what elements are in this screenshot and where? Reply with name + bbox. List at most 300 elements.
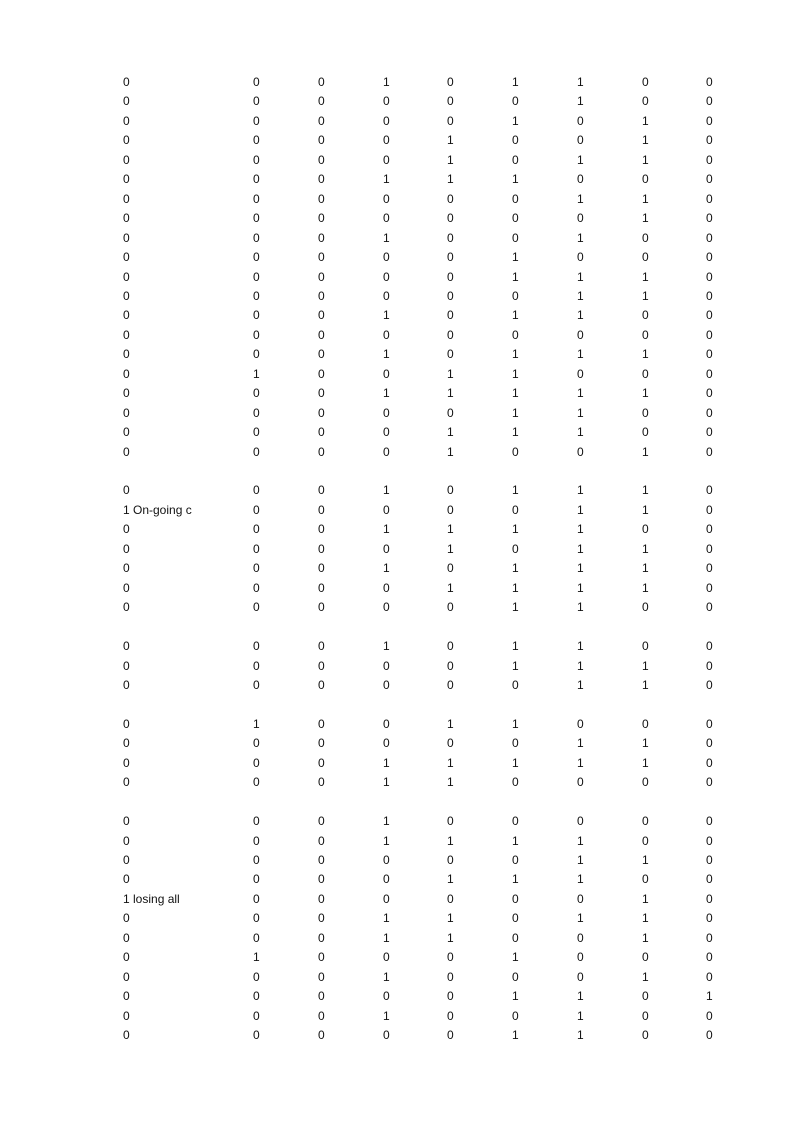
table-cell: 1	[577, 522, 584, 537]
table-cell: 0	[253, 386, 260, 401]
table-cell: 0	[577, 814, 584, 829]
table-cell: 1	[512, 386, 519, 401]
table-cell: 0	[253, 600, 260, 615]
table-cell: 0	[706, 152, 713, 167]
table-cell: 0	[706, 113, 713, 128]
table-cell: 1	[577, 425, 584, 440]
table-row	[0, 112, 800, 132]
table-cell: 1	[383, 561, 390, 576]
table-cell: 0	[383, 444, 390, 459]
table-cell: 0	[253, 541, 260, 556]
table-row	[0, 481, 800, 501]
table-cell: 0	[706, 833, 713, 848]
table-cell: 0	[577, 950, 584, 965]
table-cell: 1	[512, 989, 519, 1004]
row-first-cell: 0	[123, 347, 130, 362]
table-cell: 0	[706, 561, 713, 576]
table-cell: 1	[642, 677, 649, 692]
table-cell: 0	[318, 211, 325, 226]
table-cell: 1	[383, 386, 390, 401]
table-cell: 0	[318, 191, 325, 206]
table-cell: 0	[512, 969, 519, 984]
table-cell: 1	[577, 736, 584, 751]
row-first-cell: 1 On-going c	[123, 502, 192, 517]
table-cell: 0	[642, 950, 649, 965]
table-cell: 0	[383, 1028, 390, 1043]
table-cell: 1	[642, 561, 649, 576]
table-cell: 0	[447, 1028, 454, 1043]
table-cell: 1	[577, 639, 584, 654]
table-cell: 1	[512, 269, 519, 284]
row-first-cell: 0	[123, 191, 130, 206]
table-cell: 0	[642, 600, 649, 615]
row-first-cell: 1 losing all	[123, 891, 180, 906]
table-cell: 0	[253, 775, 260, 790]
table-cell: 0	[318, 250, 325, 265]
table-cell: 1	[577, 386, 584, 401]
table-cell: 1	[512, 483, 519, 498]
table-cell: 0	[318, 347, 325, 362]
table-cell: 0	[383, 891, 390, 906]
table-cell: 0	[318, 930, 325, 945]
table-cell: 0	[642, 1028, 649, 1043]
table-row	[0, 929, 800, 949]
table-cell: 0	[318, 483, 325, 498]
table-cell: 0	[577, 775, 584, 790]
table-cell: 0	[706, 347, 713, 362]
table-cell: 0	[318, 386, 325, 401]
table-cell: 1	[642, 483, 649, 498]
table-cell: 1	[642, 969, 649, 984]
table-cell: 0	[383, 736, 390, 751]
table-cell: 1	[577, 288, 584, 303]
table-row	[0, 209, 800, 229]
row-first-cell: 0	[123, 814, 130, 829]
table-cell: 1	[642, 288, 649, 303]
table-cell: 0	[706, 308, 713, 323]
table-cell: 0	[512, 1008, 519, 1023]
table-cell: 0	[318, 405, 325, 420]
table-cell: 0	[447, 677, 454, 692]
row-first-cell: 0	[123, 269, 130, 284]
table-cell: 1	[577, 580, 584, 595]
table-cell: 0	[383, 327, 390, 342]
table-cell: 0	[706, 755, 713, 770]
table-cell: 0	[383, 288, 390, 303]
table-cell: 0	[253, 561, 260, 576]
row-first-cell: 0	[123, 288, 130, 303]
table-cell: 0	[642, 872, 649, 887]
table-cell: 0	[512, 211, 519, 226]
table-cell: 0	[318, 969, 325, 984]
table-cell: 0	[318, 502, 325, 517]
table-cell: 0	[383, 211, 390, 226]
table-cell: 0	[577, 891, 584, 906]
table-cell: 0	[512, 677, 519, 692]
table-row	[0, 520, 800, 540]
table-cell: 0	[447, 989, 454, 1004]
table-row	[0, 637, 800, 657]
table-row	[0, 384, 800, 404]
table-cell: 1	[253, 716, 260, 731]
table-row	[0, 170, 800, 190]
row-first-cell: 0	[123, 833, 130, 848]
table-cell: 0	[447, 891, 454, 906]
table-cell: 0	[447, 658, 454, 673]
table-cell: 0	[447, 211, 454, 226]
table-cell: 0	[447, 347, 454, 362]
table-cell: 0	[706, 425, 713, 440]
table-row	[0, 326, 800, 346]
table-cell: 1	[512, 250, 519, 265]
table-cell: 0	[577, 716, 584, 731]
table-cell: 0	[706, 75, 713, 89]
table-cell: 0	[642, 1008, 649, 1023]
row-first-cell: 0	[123, 152, 130, 167]
table-cell: 0	[253, 133, 260, 148]
table-cell: 0	[642, 814, 649, 829]
table-cell: 0	[318, 639, 325, 654]
table-cell: 1	[512, 600, 519, 615]
table-row	[0, 365, 800, 385]
row-first-cell: 0	[123, 405, 130, 420]
table-row	[0, 948, 800, 968]
table-cell: 0	[318, 152, 325, 167]
table-cell: 0	[512, 541, 519, 556]
row-first-cell: 0	[123, 172, 130, 187]
table-row	[0, 248, 800, 268]
table-cell: 1	[577, 755, 584, 770]
table-cell: 0	[512, 444, 519, 459]
table-cell: 0	[253, 872, 260, 887]
table-cell: 1	[512, 950, 519, 965]
table-cell: 0	[253, 969, 260, 984]
table-cell: 0	[447, 483, 454, 498]
table-cell: 0	[318, 230, 325, 245]
table-cell: 0	[318, 308, 325, 323]
table-cell: 0	[318, 541, 325, 556]
table-cell: 0	[706, 950, 713, 965]
table-cell: 1	[447, 775, 454, 790]
table-cell: 1	[642, 911, 649, 926]
table-cell: 0	[447, 969, 454, 984]
table-row	[0, 501, 800, 521]
table-cell: 0	[642, 425, 649, 440]
table-cell: 0	[253, 1008, 260, 1023]
table-cell: 0	[318, 755, 325, 770]
row-first-cell: 0	[123, 113, 130, 128]
table-cell: 1	[383, 775, 390, 790]
table-cell: 1	[512, 366, 519, 381]
table-cell: 1	[512, 833, 519, 848]
table-cell: 1	[642, 347, 649, 362]
table-cell: 0	[253, 75, 260, 89]
row-first-cell: 0	[123, 250, 130, 265]
table-cell: 1	[512, 347, 519, 362]
table-cell: 0	[253, 658, 260, 673]
table-cell: 0	[447, 113, 454, 128]
table-cell: 0	[253, 347, 260, 362]
table-cell: 0	[642, 327, 649, 342]
table-cell: 0	[318, 658, 325, 673]
table-cell: 0	[253, 639, 260, 654]
table-cell: 1	[577, 600, 584, 615]
table-cell: 1	[512, 113, 519, 128]
table-cell: 1	[383, 969, 390, 984]
row-first-cell: 0	[123, 133, 130, 148]
table-cell: 1	[253, 366, 260, 381]
table-cell: 1	[512, 522, 519, 537]
table-cell: 1	[577, 191, 584, 206]
table-cell: 0	[253, 522, 260, 537]
table-cell: 0	[512, 814, 519, 829]
table-cell: 1	[253, 950, 260, 965]
table-cell: 0	[577, 366, 584, 381]
table-cell: 0	[447, 327, 454, 342]
table-cell: 1	[577, 152, 584, 167]
table-cell: 0	[642, 308, 649, 323]
table-cell: 1	[447, 580, 454, 595]
table-cell: 0	[447, 1008, 454, 1023]
row-first-cell: 0	[123, 483, 130, 498]
table-cell: 0	[706, 386, 713, 401]
table-cell: 0	[383, 133, 390, 148]
table-cell: 1	[642, 580, 649, 595]
table-cell: 0	[706, 736, 713, 751]
table-row	[0, 268, 800, 288]
table-cell: 1	[383, 347, 390, 362]
table-row	[0, 870, 800, 890]
table-cell: 0	[642, 172, 649, 187]
table-cell: 0	[253, 152, 260, 167]
table-cell: 0	[253, 94, 260, 109]
row-first-cell: 0	[123, 736, 130, 751]
table-cell: 0	[512, 502, 519, 517]
table-cell: 0	[706, 814, 713, 829]
table-row	[0, 598, 800, 618]
table-cell: 0	[318, 444, 325, 459]
table-cell: 1	[512, 172, 519, 187]
table-cell: 0	[253, 230, 260, 245]
table-cell: 1	[577, 833, 584, 848]
table-cell: 0	[706, 872, 713, 887]
table-cell: 1	[642, 444, 649, 459]
table-cell: 0	[512, 736, 519, 751]
table-cell: 0	[318, 269, 325, 284]
table-cell: 1	[577, 561, 584, 576]
table-cell: 0	[577, 969, 584, 984]
table-cell: 1	[447, 522, 454, 537]
table-cell: 0	[642, 522, 649, 537]
table-cell: 1	[512, 405, 519, 420]
table-row	[0, 345, 800, 365]
row-first-cell: 0	[123, 386, 130, 401]
table-cell: 1	[577, 94, 584, 109]
table-row	[0, 832, 800, 852]
table-cell: 1	[642, 152, 649, 167]
table-cell: 1	[447, 930, 454, 945]
table-cell: 1	[577, 541, 584, 556]
row-first-cell: 0	[123, 677, 130, 692]
table-cell: 0	[253, 930, 260, 945]
table-cell: 0	[706, 191, 713, 206]
table-cell: 0	[318, 366, 325, 381]
table-row	[0, 73, 800, 93]
table-cell: 1	[512, 639, 519, 654]
table-cell: 0	[253, 191, 260, 206]
table-row	[0, 968, 800, 988]
table-cell: 1	[447, 872, 454, 887]
table-cell: 0	[706, 250, 713, 265]
table-cell: 1	[447, 366, 454, 381]
table-cell: 1	[512, 1028, 519, 1043]
table-cell: 1	[383, 930, 390, 945]
table-cell: 1	[577, 872, 584, 887]
table-cell: 1	[706, 989, 713, 1004]
table-cell: 0	[383, 250, 390, 265]
table-row	[0, 1007, 800, 1027]
row-first-cell: 0	[123, 639, 130, 654]
table-cell: 0	[706, 1008, 713, 1023]
table-cell: 1	[447, 716, 454, 731]
table-cell: 0	[706, 541, 713, 556]
table-cell: 0	[447, 269, 454, 284]
table-cell: 0	[577, 211, 584, 226]
table-cell: 1	[383, 308, 390, 323]
table-cell: 0	[706, 327, 713, 342]
table-row	[0, 657, 800, 677]
table-cell: 0	[318, 522, 325, 537]
table-cell: 0	[706, 677, 713, 692]
table-cell: 0	[253, 288, 260, 303]
table-cell: 0	[318, 950, 325, 965]
table-cell: 0	[706, 133, 713, 148]
table-cell: 0	[253, 444, 260, 459]
table-cell: 1	[642, 541, 649, 556]
table-cell: 0	[318, 872, 325, 887]
table-cell: 0	[642, 94, 649, 109]
table-row	[0, 773, 800, 793]
table-row	[0, 443, 800, 463]
table-cell: 1	[512, 580, 519, 595]
table-cell: 1	[383, 814, 390, 829]
table-cell: 0	[706, 658, 713, 673]
table-cell: 1	[383, 639, 390, 654]
table-cell: 0	[253, 755, 260, 770]
row-first-cell: 0	[123, 580, 130, 595]
table-row	[0, 404, 800, 424]
table-cell: 0	[318, 716, 325, 731]
table-row	[0, 1026, 800, 1046]
table-cell: 0	[447, 561, 454, 576]
table-row	[0, 909, 800, 929]
table-cell: 0	[706, 502, 713, 517]
table-row	[0, 151, 800, 171]
table-cell: 1	[512, 308, 519, 323]
table-cell: 0	[318, 600, 325, 615]
row-first-cell: 0	[123, 94, 130, 109]
table-cell: 1	[577, 308, 584, 323]
table-cell: 0	[253, 814, 260, 829]
table-cell: 0	[253, 250, 260, 265]
table-cell: 1	[383, 483, 390, 498]
table-cell: 0	[318, 833, 325, 848]
table-cell: 0	[706, 172, 713, 187]
table-cell: 0	[318, 172, 325, 187]
table-cell: 0	[253, 327, 260, 342]
table-cell: 0	[512, 327, 519, 342]
table-cell: 0	[318, 113, 325, 128]
row-first-cell: 0	[123, 930, 130, 945]
table-cell: 0	[642, 775, 649, 790]
table-row	[0, 987, 800, 1007]
table-cell: 0	[706, 269, 713, 284]
table-cell: 1	[383, 75, 390, 89]
table-cell: 0	[512, 133, 519, 148]
table-cell: 0	[383, 152, 390, 167]
table-cell: 1	[642, 191, 649, 206]
table-cell: 0	[577, 113, 584, 128]
table-cell: 0	[318, 94, 325, 109]
table-cell: 1	[447, 755, 454, 770]
table-cell: 0	[642, 366, 649, 381]
table-cell: 1	[642, 211, 649, 226]
table-cell: 1	[577, 658, 584, 673]
table-cell: 0	[706, 969, 713, 984]
table-cell: 0	[318, 891, 325, 906]
table-row	[0, 851, 800, 871]
table-cell: 0	[318, 736, 325, 751]
table-cell: 0	[706, 366, 713, 381]
table-cell: 1	[447, 541, 454, 556]
table-cell: 0	[447, 288, 454, 303]
table-cell: 0	[318, 1008, 325, 1023]
table-cell: 0	[383, 366, 390, 381]
table-cell: 0	[383, 94, 390, 109]
table-row	[0, 715, 800, 735]
table-cell: 1	[447, 425, 454, 440]
table-cell: 0	[318, 327, 325, 342]
table-cell: 0	[706, 288, 713, 303]
table-cell: 1	[383, 1008, 390, 1023]
table-cell: 0	[253, 1028, 260, 1043]
table-row	[0, 306, 800, 326]
table-cell: 0	[706, 522, 713, 537]
row-first-cell: 0	[123, 444, 130, 459]
table-cell: 0	[706, 911, 713, 926]
table-cell: 0	[577, 327, 584, 342]
row-first-cell: 0	[123, 755, 130, 770]
table-row	[0, 540, 800, 560]
table-cell: 1	[447, 133, 454, 148]
table-cell: 1	[512, 425, 519, 440]
table-cell: 0	[253, 911, 260, 926]
table-cell: 0	[253, 502, 260, 517]
table-cell: 0	[642, 833, 649, 848]
table-cell: 0	[318, 911, 325, 926]
table-cell: 0	[447, 230, 454, 245]
table-cell: 0	[447, 950, 454, 965]
row-first-cell: 0	[123, 911, 130, 926]
table-row	[0, 754, 800, 774]
table-cell: 0	[512, 930, 519, 945]
table-cell: 0	[383, 405, 390, 420]
table-cell: 1	[447, 911, 454, 926]
table-cell: 0	[318, 561, 325, 576]
table-cell: 0	[512, 775, 519, 790]
table-row	[0, 131, 800, 151]
table-cell: 1	[447, 152, 454, 167]
